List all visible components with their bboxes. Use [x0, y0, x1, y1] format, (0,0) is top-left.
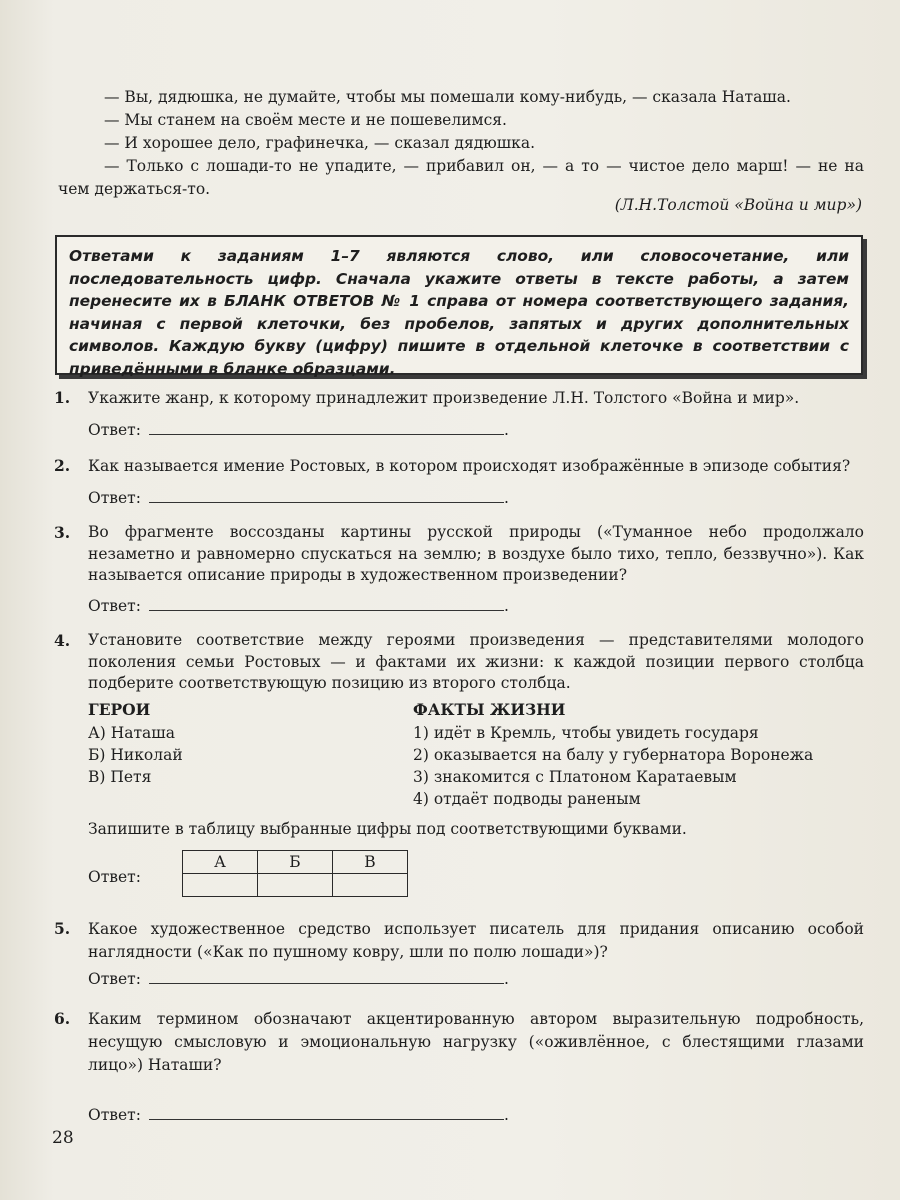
answer-label: Ответ: [88, 489, 141, 507]
question-text: Как называется имение Ростовых, в котором происходят изображённые в эпизоде события? [88, 457, 851, 475]
question-number: 3. [54, 523, 71, 542]
heroes-heading: ГЕРОИ [88, 700, 151, 719]
answer-cell-b[interactable] [258, 874, 333, 897]
answer-label: Ответ: [88, 868, 141, 886]
table-header-b: Б [258, 851, 333, 874]
answer-label: Ответ: [88, 597, 141, 615]
answer-field-2[interactable]: Ответ: . [88, 489, 509, 507]
answer-cell-a[interactable] [183, 874, 258, 897]
hero-option: В) Петя [88, 768, 152, 786]
answer-cell-v[interactable] [333, 874, 408, 897]
question-text: Укажите жанр, к которому принадлежит произведение Л.Н. Толстого «Война и мир». [88, 389, 800, 407]
question-text: Каким термином обозначают акцентированную автором выразительную подробность, несущую смысловую и эмоциональную нагрузку («оживлённое, с блестящими глазами лицо») Наташи? [88, 1010, 864, 1074]
answer-line[interactable] [149, 595, 504, 611]
excerpt-line: — Вы, дядюшка, не думайте, чтобы мы помешали кому-нибудь, — сказала Наташа. [104, 88, 791, 106]
answer-line[interactable] [149, 419, 504, 435]
answer-table [182, 850, 408, 897]
answer-line[interactable] [149, 968, 504, 984]
answer-line[interactable] [149, 1104, 504, 1120]
excerpt-line: — Только с лошади-то не упадите, — прибавил он, — а то — чистое дело марш! — не на [104, 157, 864, 175]
question-number: 1. [54, 388, 71, 407]
fact-option: 4) отдаёт подводы раненым [413, 790, 641, 808]
hero-option: Б) Николай [88, 746, 183, 764]
table-instruction: Запишите в таблицу выбранные цифры под соответствующими буквами. [88, 820, 687, 838]
answer-label: Ответ: [88, 1106, 141, 1124]
question-number: 5. [54, 919, 71, 938]
question-number: 6. [54, 1009, 71, 1028]
question-number: 2. [54, 456, 71, 475]
show-through-text [180, 212, 184, 227]
excerpt-line: чем держаться-то. [58, 180, 211, 198]
excerpt-line: — И хорошее дело, графинечка, — сказал дядюшка. [104, 134, 536, 152]
answer-label: Ответ: [88, 970, 141, 988]
answer-field-5[interactable]: Ответ: . [88, 970, 509, 988]
page-number: 28 [52, 1128, 74, 1148]
table-header-a: А [183, 851, 258, 874]
hero-option: А) Наташа [88, 724, 175, 742]
answer-field-6[interactable]: Ответ: . [88, 1106, 509, 1124]
excerpt-line: — Мы станем на своём месте и не пошевелимся. [104, 111, 507, 129]
fact-option: 1) идёт в Кремль, чтобы увидеть государя [413, 724, 759, 742]
question-text: Установите соответствие между героями произведения — представителями молодого поколения семьи Ростовых — и фактами их жизни: к каждой позиции первого столбца подберите соответствующую позицию из второго столбца. [88, 631, 864, 692]
instruction-box: Ответами к заданиям 1–7 являются слово, или словосочетание, или последовательность цифр. Сначала укажите ответы в тексте работы, а затем перенесите их в БЛАНК ОТВЕТОВ № 1 справа от номера соответствующего задания, начиная с первой клеточки, без пробелов, запятых и других дополнительных символов. Каждую букву (цифру) пишите в отдельной клеточке в соответствии с приведёнными в бланке образцами. [55, 235, 863, 375]
answer-label: Ответ: [88, 421, 141, 439]
question-text: Какое художественное средство использует писатель для придания описанию особой наглядности («Как по пушному ковру, шли по полю лошади»)? [88, 920, 864, 961]
facts-heading: ФАКТЫ ЖИЗНИ [413, 700, 566, 719]
answer-field-3[interactable]: Ответ: . [88, 597, 509, 615]
question-text: Во фрагменте воссозданы картины русской природы («Туманное небо продолжало незаметно и равномерно спускаться на землю; в воздухе было тихо, тепло, беззвучно»). Как называется описание природы в художественном произведении? [88, 523, 864, 584]
table-header-v: В [333, 851, 408, 874]
excerpt [58, 86, 864, 201]
excerpt-source: (Л.Н.Толстой «Война и мир») [614, 196, 862, 214]
answer-field-1[interactable]: Ответ: . [88, 421, 509, 439]
fact-option: 2) оказывается на балу у губернатора Воронежа [413, 746, 814, 764]
fact-option: 3) знакомится с Платоном Каратаевым [413, 768, 737, 786]
question-number: 4. [54, 631, 71, 650]
answer-line[interactable] [149, 487, 504, 503]
